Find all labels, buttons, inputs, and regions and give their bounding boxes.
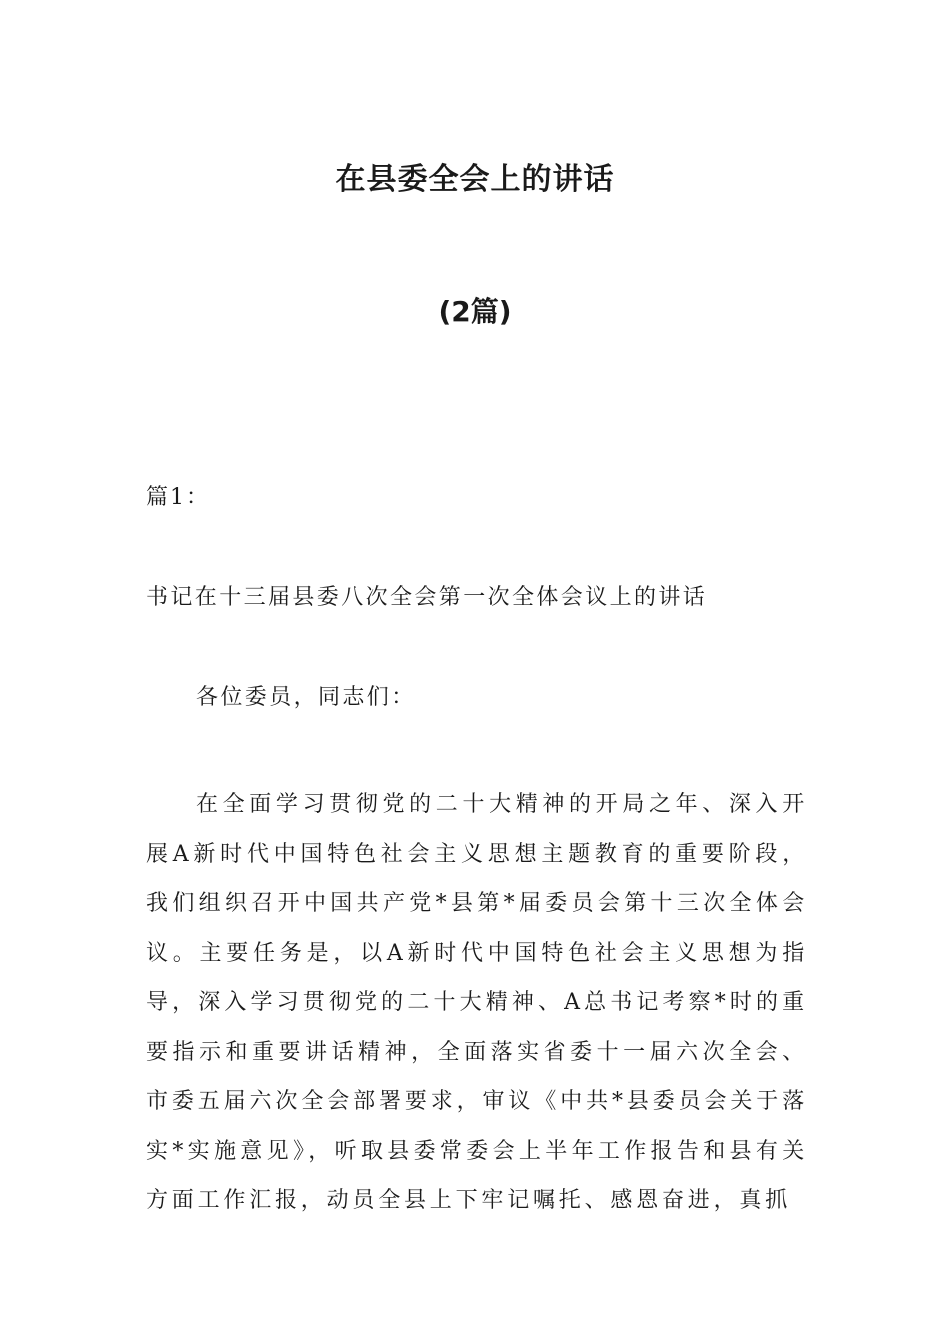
section-label: 篇1： [146, 485, 210, 510]
document-subtitle: (2篇) [438, 295, 512, 328]
speech-title: 书记在十三届县委八次全会第一次全体会议上的讲话 [146, 585, 708, 610]
document-title: 在县委全会上的讲话 [335, 162, 615, 197]
salutation: 各位委员，同志们： [196, 685, 416, 710]
body-paragraph: 在全面学习贯彻党的二十大精神的开局之年、深入开展A新时代中国特色社会主义思想主题教育的重要阶段，我们组织召开中国共产党*县第*届委员会第十三次全体会议。主要任务是，以A新时代中国特色社会主义思想为指导，深入学习贯彻党的二十大精神、A总书记考察*时的重要指示和重要讲话精神，全面落实省委十一届六次全会、市委五届六次全会部署要求，审议《中共*县委员会关于落实*实施意见》，听取县委常委会上半年工作报告和县有关方面工作汇报，动员全县上下牢记嘱托、感恩奋进，真抓 [146, 792, 808, 1213]
